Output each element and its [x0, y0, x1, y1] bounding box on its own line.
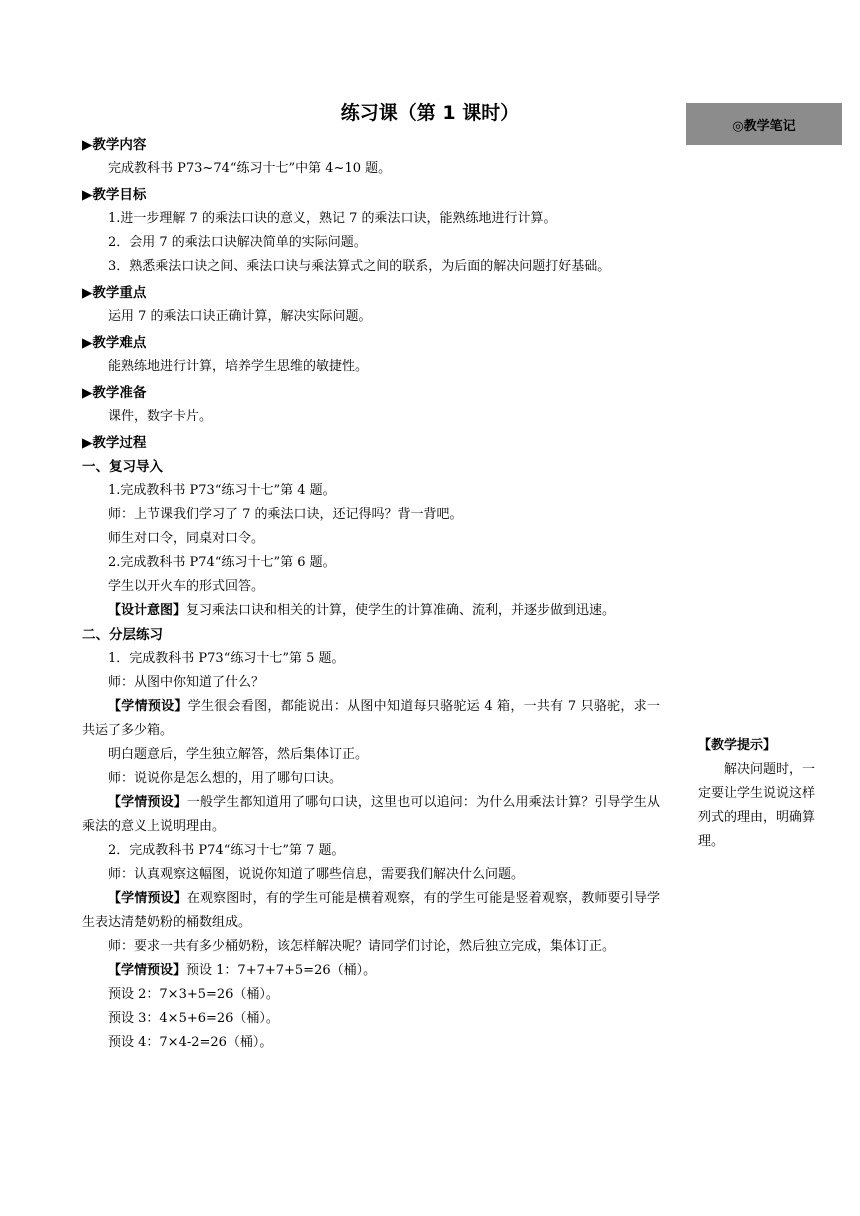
practice-item-2: 2．完成教科书 P74“练习十七”第 7 题。: [108, 843, 345, 858]
design-intent-tag: 【设计意图】: [108, 603, 187, 618]
heading-difficulty: ▶教学难点: [82, 335, 147, 351]
heading-goals: ▶教学目标: [82, 187, 147, 203]
preparation-text: 课件，数字卡片。: [108, 409, 213, 424]
teaching-tip-title: 【教学提示】: [698, 738, 777, 753]
content-text: 完成教科书 P73~74“练习十七”中第 4~10 题。: [108, 161, 392, 176]
goal-2: 2．会用 7 的乘法口诀解决简单的实际问题。: [108, 235, 367, 250]
difficulty-text: 能熟练地进行计算，培养学生思维的敏捷性。: [108, 359, 369, 374]
section-practice: 二、分层练习: [82, 627, 163, 643]
heading-process: ▶教学过程: [82, 435, 147, 451]
review-teacher-line: 师：上节课我们学习了 7 的乘法口诀，还记得吗？背一背吧。: [108, 507, 463, 522]
review-item-2: 2.完成教科书 P74“练习十七”第 6 题。: [108, 555, 336, 570]
key-point-text: 运用 7 的乘法口诀正确计算，解决实际问题。: [108, 309, 372, 324]
presumption-tag: 【学情预设】: [108, 699, 188, 714]
preset-4: 预设 4：7×4-2=26（桶）。: [108, 1035, 273, 1050]
practice-teacher-q3: 师：认真观察这幅图，说说你知道了哪些信息，需要我们解决什么问题。: [108, 867, 525, 882]
teaching-notes-label: ◎教学笔记: [686, 103, 842, 145]
practice-teacher-q1: 师：从图中你知道了什么？: [108, 675, 265, 690]
design-intent-text: 复习乘法口诀和相关的计算，使学生的计算准确、流利，并逐步做到迅速。: [186, 603, 616, 618]
lesson-plan-body: [82, 133, 660, 1055]
practice-teacher-q2: 师：说说你是怎么想的，用了哪句口诀。: [108, 771, 343, 786]
goal-1: 1.进一步理解 7 的乘法口诀的意义，熟记 7 的乘法口诀，能熟练地进行计算。: [108, 211, 557, 226]
presumption-tag: 【学情预设】: [108, 795, 187, 810]
heading-key-point: ▶教学重点: [82, 285, 147, 301]
section-review: 一、复习导入: [82, 459, 163, 475]
heading-content: ▶教学内容: [82, 137, 147, 153]
page-title: 练习课（第 1 课时）: [340, 102, 520, 124]
practice-solve: 明白题意后，学生独立解答，然后集体订正。: [108, 747, 369, 762]
presumption-1: 【学情预设】学生很会看图，都能说出：从图中知道每只骆驼运 4 箱，一共有 7 只骆驼，求一共运了多少箱。: [82, 699, 660, 738]
review-activity: 师生对口令，同桌对口令。: [108, 531, 265, 546]
preset-3: 预设 3：4×5+6=26（桶）。: [108, 1011, 279, 1026]
presumption-4: 【学情预设】预设 1：7+7+7+5=26（桶）。: [108, 963, 377, 978]
teaching-tip-text: 解决问题时，一定要让学生说说这样列式的理由，明确算理。: [698, 762, 816, 849]
teaching-tip-sidebar: [698, 734, 822, 854]
preset-2: 预设 2：7×3+5=26（桶）。: [108, 987, 279, 1002]
goal-3: 3．熟悉乘法口诀之间、乘法口诀与乘法算式之间的联系，为后面的解决问题打好基础。: [108, 259, 611, 274]
presumption-tag: 【学情预设】: [108, 963, 187, 978]
heading-preparation: ▶教学准备: [82, 385, 147, 401]
presumption-2: 【学情预设】一般学生都知道用了哪句口诀，这里也可以追问：为什么用乘法计算？引导学生从乘法的意义上说明理由。: [82, 795, 660, 834]
design-intent: [82, 599, 660, 623]
presumption-tag: 【学情预设】: [108, 891, 187, 906]
practice-item-1: 1．完成教科书 P73“练习十七”第 5 题。: [108, 651, 345, 666]
presumption-3: 【学情预设】在观察图时，有的学生可能是横着观察，有的学生可能是竖着观察，教师要引导学生表达清楚奶粉的桶数组成。: [82, 891, 660, 930]
review-item-1: 1.完成教科书 P73“练习十七”第 4 题。: [108, 483, 336, 498]
review-answer: 学生以开火车的形式回答。: [108, 579, 265, 594]
practice-teacher-q4: 师：要求一共有多少桶奶粉，该怎样解决呢？请同学们讨论，然后独立完成，集体订正。: [108, 939, 616, 954]
